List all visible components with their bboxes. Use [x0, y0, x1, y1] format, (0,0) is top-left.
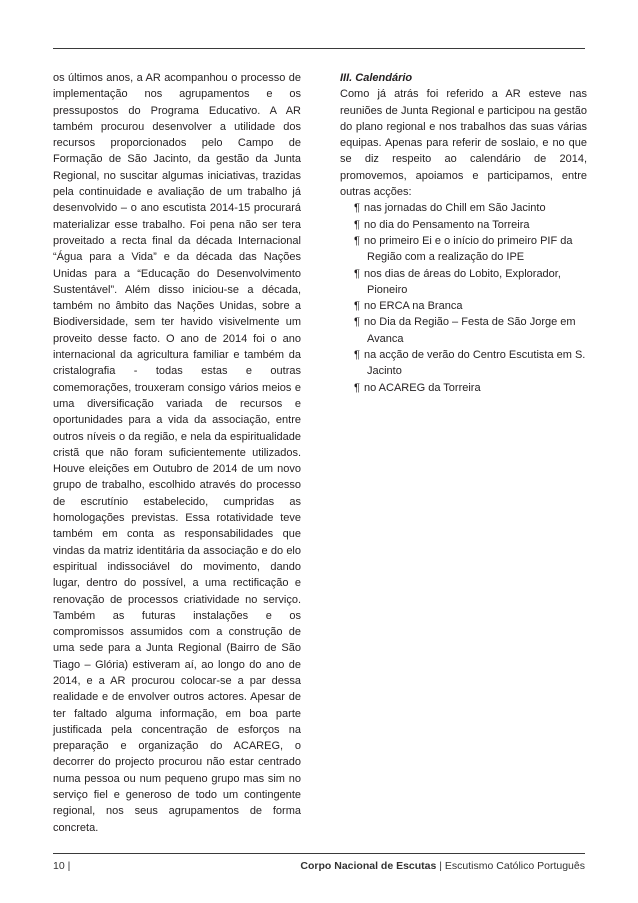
pilcrow-icon: ¶ [354, 218, 360, 231]
page-number: 10 | [53, 860, 71, 872]
pilcrow-icon: ¶ [354, 267, 360, 280]
left-column [53, 70, 301, 836]
pilcrow-icon: ¶ [354, 381, 360, 394]
section-intro: Como já atrás foi referido a AR esteve nas reuniões de Junta Regional e participou na gestão do plano regional e nos trabalhos das suas várias equipas. Apenas para referir de soslaio, e no que se diz respeito ao calendário de 2014, promovemos, apoiamos e participamos, entre outras acções: [340, 88, 587, 199]
calendar-list [340, 200, 587, 396]
footer-rule [53, 853, 585, 854]
list-item: ¶ no primeiro Ei e o início do primeiro PIF da Região com a realização do IPE [354, 234, 573, 264]
pilcrow-icon: ¶ [354, 234, 360, 247]
list-item: ¶ no dia do Pensamento na Torreira [340, 217, 587, 233]
pilcrow-icon: ¶ [354, 316, 360, 329]
section-heading: III. Calendário [340, 72, 413, 84]
list-item: ¶ nos dias de áreas do Lobito, Explorador, Pioneiro [354, 267, 561, 296]
pilcrow-icon: ¶ [354, 300, 360, 313]
footer-separator: | [436, 860, 445, 872]
list-item: ¶ nas jornadas do Chill em São Jacinto [340, 200, 587, 216]
pilcrow-icon: ¶ [354, 349, 360, 362]
list-item: ¶ no ERCA na Branca [340, 298, 587, 314]
footer-title [300, 860, 585, 872]
list-item: ¶ no ACAREG da Torreira [340, 380, 587, 396]
list-item: ¶ no Dia da Região – Festa de São Jorge em Avanca [354, 316, 576, 345]
footer-subtitle: Escutismo Católico Português [444, 860, 585, 872]
right-column [340, 70, 587, 396]
header-rule [53, 48, 585, 49]
pilcrow-icon: ¶ [354, 202, 360, 215]
organization-name: Corpo Nacional de Escutas [300, 860, 437, 872]
body-paragraph: os últimos anos, a AR acompanhou o processo de implementação nos agrupamentos e os pressupostos do Programa Educativo. A AR também procurou desenvolver a utilidade dos recursos proporcionados pelo Campo de Formação de São Jacinto, da gestão da Junta Regional, no suscitar algumas iniciativas, trazidas pela continuidade e avaliação de um trabalho já desenvolvido – o ano escutista 2014-15 procurará materializar esse trabalho. Foi pena não ser tera proveitado a recta final da década Internacional “Água para a Vida” e da década das Nações Unidas para a “Educação do Desenvolvimento Sustentável”. Além disso iniciou-se a década, também no âmbito das Nações Unidas, sobre a Biodiversidade, sem ter havido visivelmente um proveito desse facto. O ano de 2014 foi o ano internacional da agricultura familiar e também da cristalografia - todas estas e outras comemorações, trouxeram consigo vários meios e uma diversificação variada de recursos e oportunidades para a vida da associação, entre outros níveis o da região, e nela da espiritualidade cristã que não foram suficientemente utilizados. Houve eleições em Outubro de 2014 de um novo grupo de trabalho, escolhido através do processo de escrutínio estabelecido, cumpridas as homologações previstas. Essa rotatividade teve também em conta as responsabilidades que vindas da matriz identitária da associação e do elo espiritual indissociável do movimento, dando lugar, dentro do possível, a uma rectificação e renovação de processos criatividade no serviço. Também as futuras instalações e os compromissos assumidos com a construção de uma sede para a Junta Regional (Bairro de São Tiago – Glória) estiveram aí, ao longo do ano de 2014, e a AR procurou colocar-se a par dessa realidade e de envolver outros actores. Apesar de ter faltado alguma informação, em boa parte justificada pela concentração de esforços na preparação e organização do ACAREG, o decorrer do projecto procurou não estar centrado numa pessoa ou num pequeno grupo mas sim no serviço fiel e generoso de todo um contingente regional, nos seus agrupamentos de forma concreta. [53, 72, 301, 834]
list-item: ¶ na acção de verão do Centro Escutista em S. Jacinto [354, 349, 586, 378]
